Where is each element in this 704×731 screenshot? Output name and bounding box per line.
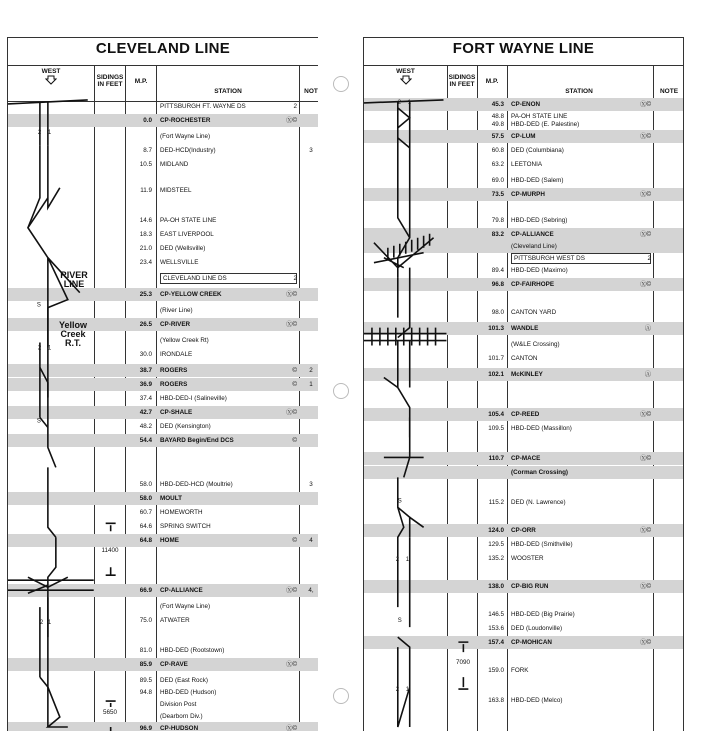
station-name: CLEVELAND LINE DS bbox=[160, 273, 297, 284]
station-name: CANTON bbox=[511, 355, 538, 362]
milepost-value: 159.0 bbox=[488, 667, 504, 674]
station-name: HBD-DED (Massillon) bbox=[511, 425, 572, 432]
milepost-value: 105.4 bbox=[488, 411, 504, 418]
milepost-value: 109.5 bbox=[488, 425, 504, 432]
milepost-value: 63.2 bbox=[491, 161, 504, 168]
station-name: Division Post bbox=[160, 701, 197, 708]
station-name: LEETONIA bbox=[511, 161, 543, 168]
signal-badge: Ⓧ© bbox=[286, 587, 297, 594]
milepost-value: 60.7 bbox=[139, 509, 152, 516]
milepost-value: 30.0 bbox=[139, 351, 152, 358]
station-name: ROGERS bbox=[160, 367, 188, 374]
station-name: HBD-DED (Smithville) bbox=[511, 541, 573, 548]
milepost-value: 14.6 bbox=[139, 217, 152, 224]
svg-text:2: 2 bbox=[39, 620, 44, 627]
signal-badge: Ⓧ© bbox=[286, 321, 297, 328]
milepost-value: 49.8 bbox=[491, 121, 504, 128]
milepost-value: 69.0 bbox=[491, 177, 504, 184]
station-name: PITTSBURGH FT. WAYNE DS bbox=[160, 103, 246, 110]
milepost-value: 48.2 bbox=[139, 423, 152, 430]
note-ref: 4 bbox=[309, 537, 313, 544]
svg-text:2: 2 bbox=[37, 345, 42, 352]
station-name: HBD-DED (Sebring) bbox=[511, 217, 568, 224]
binder-hole bbox=[333, 383, 349, 399]
signal-badge: © bbox=[292, 381, 297, 388]
milepost-value: 79.8 bbox=[491, 217, 504, 224]
signal-badge: Ⓧ© bbox=[640, 527, 651, 534]
milepost-value: 163.8 bbox=[488, 697, 504, 704]
milepost-value: 66.9 bbox=[139, 587, 152, 594]
signal-badge: 2 bbox=[293, 275, 297, 282]
svg-text:1: 1 bbox=[405, 557, 410, 564]
binder-hole bbox=[333, 688, 349, 704]
signal-badge: Ⓧ© bbox=[640, 639, 651, 646]
milepost-value: 11.9 bbox=[140, 187, 152, 194]
station-name: HOME bbox=[160, 537, 179, 544]
milepost-value: 38.7 bbox=[139, 367, 152, 374]
station-name: (W&LE Crossing) bbox=[511, 341, 560, 348]
signal-badge: Ⓧ© bbox=[640, 281, 651, 288]
milepost-value: 73.5 bbox=[491, 191, 504, 198]
notes-header: NOT bbox=[304, 88, 318, 95]
west-label: WEST bbox=[41, 68, 61, 75]
milepost-value: 64.6 bbox=[139, 523, 152, 530]
milepost-value: 57.5 bbox=[491, 133, 504, 140]
milepost-value: 129.5 bbox=[488, 541, 504, 548]
svg-text:2: 2 bbox=[395, 687, 400, 694]
station-name: DED (Wellsville) bbox=[160, 245, 206, 252]
station-name: (Fort Wayne Line) bbox=[160, 133, 211, 140]
milepost-value: 96.8 bbox=[491, 281, 504, 288]
station-name: (River Line) bbox=[160, 307, 193, 314]
milepost-value: 101.3 bbox=[488, 325, 504, 332]
milepost-value: 96.9 bbox=[139, 725, 152, 731]
milepost-value: 94.8 bbox=[139, 689, 152, 696]
station-name: PA-OH STATE LINE bbox=[160, 217, 217, 224]
station-name: CP-MOHICAN bbox=[511, 639, 552, 646]
signal-badge: 2 bbox=[293, 103, 297, 110]
milepost-value: 26.5 bbox=[139, 321, 152, 328]
station-name: MOULT bbox=[160, 495, 182, 502]
milepost-value: 146.5 bbox=[488, 611, 504, 618]
milepost-value: 135.2 bbox=[488, 555, 504, 562]
station-name: CANTON YARD bbox=[511, 309, 557, 316]
cleveland-line-table bbox=[7, 37, 318, 731]
station-name: HBD-DED (Big Prairie) bbox=[511, 611, 575, 618]
milepost-value: 101.7 bbox=[488, 355, 504, 362]
note-ref: 1 bbox=[309, 381, 313, 388]
cleveland-line-page bbox=[0, 0, 318, 731]
station-name: HOMEWORTH bbox=[160, 509, 203, 516]
station-name: HBD-DED (E. Palestine) bbox=[511, 121, 580, 128]
station-name: WELLSVILLE bbox=[160, 259, 199, 266]
signal-badge: Ⓧ© bbox=[640, 133, 651, 140]
station-name: CP-FAIRHOPE bbox=[511, 281, 555, 288]
milepost-value: 85.9 bbox=[139, 661, 152, 668]
milepost-value: 10.5 bbox=[139, 161, 152, 168]
station-name: (Cleveland Line) bbox=[511, 243, 557, 250]
milepost-value: 89.5 bbox=[139, 677, 152, 684]
station-name: CP-YELLOW CREEK bbox=[160, 291, 222, 298]
station-name: MIDSTEEL bbox=[160, 187, 192, 194]
svg-text:1: 1 bbox=[407, 99, 412, 106]
svg-text:S: S bbox=[36, 302, 41, 309]
station-name: (Dearborn Div.) bbox=[160, 713, 203, 720]
page-title: FORT WAYNE LINE bbox=[364, 38, 683, 66]
station-name: PITTSBURGH WEST DS bbox=[511, 253, 651, 264]
station-name: HBD-DED-HCD (Moultrie) bbox=[160, 481, 233, 488]
milepost-value: 25.3 bbox=[139, 291, 152, 298]
station-name: CP-ALLIANCE bbox=[511, 231, 554, 238]
station-name: CP-MURPH bbox=[511, 191, 545, 198]
svg-text:2: 2 bbox=[395, 557, 400, 564]
milepost-value: 48.8 bbox=[491, 113, 504, 120]
station-name: CP-BIG RUN bbox=[511, 583, 549, 590]
milepost-value: 64.8 bbox=[139, 537, 152, 544]
milepost-value: 45.3 bbox=[491, 101, 504, 108]
svg-text:1: 1 bbox=[47, 345, 52, 352]
station-name: HBD-DED (Salem) bbox=[511, 177, 564, 184]
station-name: CP-MACE bbox=[511, 455, 541, 462]
milepost-value: 102.1 bbox=[488, 371, 504, 378]
milepost-value: 153.6 bbox=[488, 625, 504, 632]
binder-hole bbox=[333, 76, 349, 92]
sidings-header: SIDINGS IN FEET bbox=[448, 74, 476, 88]
station-name: HBD-DED (Rootstown) bbox=[160, 647, 225, 654]
notes-header: NOTE bbox=[659, 88, 679, 95]
milepost-value: 89.4 bbox=[491, 267, 504, 274]
station-name: HBD-DED-I (Salineville) bbox=[160, 395, 227, 402]
svg-text:1: 1 bbox=[405, 687, 410, 694]
mp-header: M.P. bbox=[134, 78, 148, 85]
station-name: DED (East Rock) bbox=[160, 677, 208, 684]
milepost-value: 157.4 bbox=[488, 639, 504, 646]
signal-badge: © bbox=[292, 437, 297, 444]
milepost-value: 124.0 bbox=[488, 527, 504, 534]
milepost-value: 58.0 bbox=[139, 481, 152, 488]
milepost-value: 23.4 bbox=[139, 259, 152, 266]
note-ref: 3 bbox=[309, 147, 313, 154]
svg-text:S: S bbox=[397, 498, 402, 505]
signal-badge: Ⓧ© bbox=[640, 455, 651, 462]
station-name: WANDLE bbox=[511, 325, 539, 332]
signal-badge: Ⓧ© bbox=[286, 725, 297, 731]
station-name: DED (Loudonville) bbox=[511, 625, 563, 632]
track-diagram bbox=[8, 38, 318, 731]
siding-length: 7090 bbox=[455, 659, 470, 666]
milepost-value: 18.3 bbox=[139, 231, 152, 238]
sidings-header: SIDINGS IN FEET bbox=[96, 74, 124, 88]
station-name: CP-RIVER bbox=[160, 321, 191, 328]
milepost-value: 0.0 bbox=[143, 117, 152, 124]
svg-text:2: 2 bbox=[37, 129, 42, 136]
svg-text:1: 1 bbox=[47, 620, 52, 627]
milepost-value: 110.7 bbox=[488, 455, 504, 462]
svg-text:2: 2 bbox=[397, 99, 402, 106]
station-header: STATION bbox=[214, 88, 242, 95]
milepost-value: 115.2 bbox=[488, 499, 504, 506]
milepost-value: 58.0 bbox=[139, 495, 152, 502]
station-name: DED (N. Lawrence) bbox=[511, 499, 566, 506]
station-name: ROGERS bbox=[160, 381, 188, 388]
signal-badge: Ⓧ© bbox=[640, 191, 651, 198]
signal-badge: Ⓧ© bbox=[286, 661, 297, 668]
station-name: EAST LIVERPOOL bbox=[160, 231, 214, 238]
station-name: SPRING SWITCH bbox=[160, 523, 211, 530]
signal-badge: Ⓧ© bbox=[286, 409, 297, 416]
milepost-value: 60.8 bbox=[491, 147, 504, 154]
milepost-value: 83.2 bbox=[491, 231, 504, 238]
station-name: IRONDALE bbox=[160, 351, 193, 358]
milepost-value: 81.0 bbox=[139, 647, 152, 654]
signal-badge: 2 bbox=[647, 255, 651, 262]
station-name: DED (Kensington) bbox=[160, 423, 211, 430]
milepost-value: 8.7 bbox=[143, 147, 152, 154]
station-name: DED (Columbiana) bbox=[511, 147, 564, 154]
station-name: DED-HCD(Industry) bbox=[160, 147, 216, 154]
milepost-value: 98.0 bbox=[491, 309, 504, 316]
note-ref: 2 bbox=[309, 367, 313, 374]
milepost-value: 37.4 bbox=[139, 395, 152, 402]
page-title: CLEVELAND LINE bbox=[8, 38, 318, 66]
station-name: HBD-DED (Hudson) bbox=[160, 689, 217, 696]
fort-wayne-line-page bbox=[355, 0, 704, 731]
station-name: HBD-DED (Maximo) bbox=[511, 267, 568, 274]
station-name: CP-ROCHESTER bbox=[160, 117, 211, 124]
siding-length: 5650 bbox=[102, 709, 117, 716]
svg-text:S: S bbox=[36, 418, 41, 425]
signal-badge: Ⓐ bbox=[644, 325, 651, 332]
note-ref: 3 bbox=[309, 481, 313, 488]
milepost-value: 75.0 bbox=[139, 617, 152, 624]
signal-badge: Ⓧ© bbox=[640, 101, 651, 108]
station-name: FORK bbox=[511, 667, 529, 674]
west-label: WEST bbox=[396, 68, 415, 75]
station-name: HBD-DED (Melco) bbox=[511, 697, 563, 704]
station-name: (Corman Crossing) bbox=[511, 469, 569, 476]
milepost-value: 21.0 bbox=[139, 245, 152, 252]
fort-wayne-line-table bbox=[363, 37, 684, 731]
signal-badge: © bbox=[292, 537, 297, 544]
station-name: PA-OH STATE LINE bbox=[511, 113, 568, 120]
station-name: (Yellow Creek Rt) bbox=[160, 337, 209, 344]
mp-header: M.P. bbox=[485, 78, 499, 85]
station-name: ATWATER bbox=[160, 617, 190, 624]
milepost-value: 36.9 bbox=[139, 381, 152, 388]
svg-text:1: 1 bbox=[47, 129, 52, 136]
signal-badge: Ⓧ© bbox=[286, 291, 297, 298]
milepost-value: 138.0 bbox=[488, 583, 504, 590]
milepost-value: 42.7 bbox=[139, 409, 152, 416]
signal-badge: Ⓐ bbox=[644, 371, 651, 378]
yellow-creek-label: Yellow Creek R.T. bbox=[58, 320, 87, 348]
siding-length: 11400 bbox=[101, 547, 119, 554]
station-name: MIDLAND bbox=[160, 161, 189, 168]
station-name: CP-REED bbox=[511, 411, 540, 418]
note-ref: 4, bbox=[308, 587, 314, 594]
station-name: CP-SHALE bbox=[160, 409, 193, 416]
milepost-value: 54.4 bbox=[139, 437, 152, 444]
track-diagram bbox=[364, 38, 683, 731]
station-name: CP-ORR bbox=[511, 527, 536, 534]
station-name: WOOSTER bbox=[511, 555, 544, 562]
station-name: CP-RAVE bbox=[160, 661, 188, 668]
signal-badge: Ⓧ© bbox=[640, 411, 651, 418]
station-name: CP-ALLIANCE bbox=[160, 587, 203, 594]
station-name: BAYARD Begin/End DCS bbox=[160, 437, 234, 444]
river-line-label: RIVER LINE bbox=[60, 270, 88, 289]
station-name: CP-ENON bbox=[511, 101, 541, 108]
signal-badge: Ⓧ© bbox=[640, 583, 651, 590]
station-name: CP-HUDSON bbox=[160, 725, 199, 731]
signal-badge: Ⓧ© bbox=[286, 117, 297, 124]
station-name: CP-LUM bbox=[511, 133, 536, 140]
station-name: McKINLEY bbox=[511, 371, 543, 378]
signal-badge: © bbox=[292, 367, 297, 374]
svg-text:S: S bbox=[397, 618, 402, 625]
signal-badge: Ⓧ© bbox=[640, 231, 651, 238]
station-name: (Fort Wayne Line) bbox=[160, 603, 211, 610]
station-header: STATION bbox=[565, 88, 593, 95]
